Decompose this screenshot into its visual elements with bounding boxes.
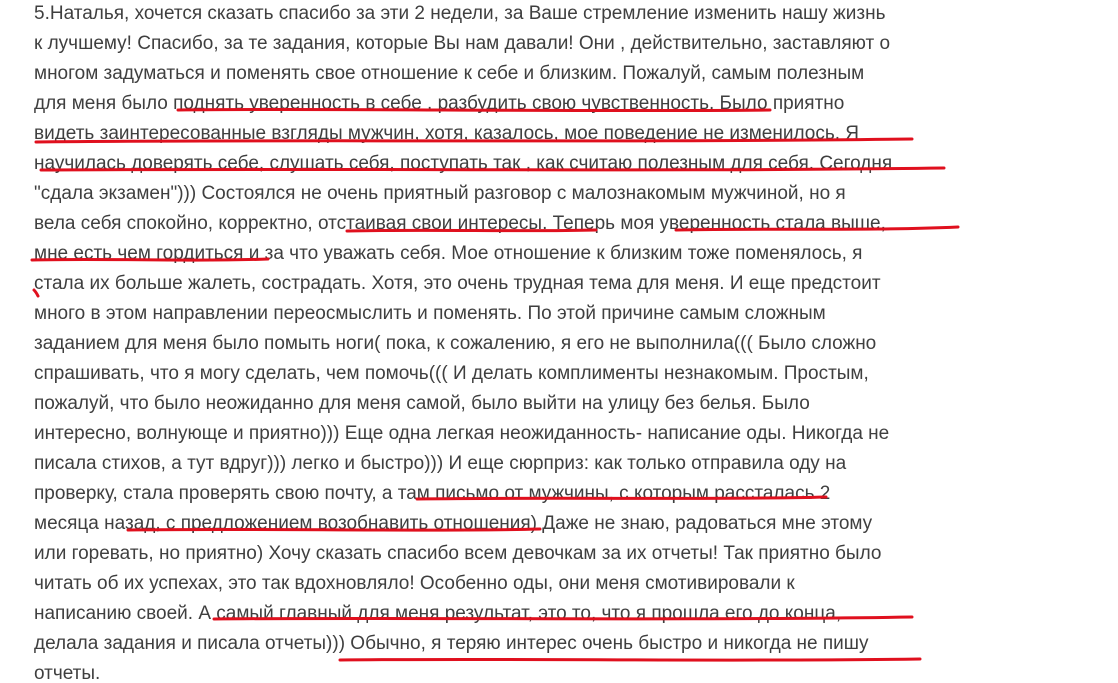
text-line: многом задуматься и поменять свое отношение к себе и близким. Пожалуй, самым полезным xyxy=(34,63,865,84)
text-line: написанию своей. А самый главный для меня результат, это то, что я прошла его до конца, xyxy=(34,603,842,624)
text-line: месяца назад, с предложением возобнавить отношения) Даже не знаю, радоваться мне этому xyxy=(34,513,873,534)
text-line: для меня было поднять уверенность в себе , разбудить свою чувственность. Было приятно xyxy=(34,93,845,114)
text-line: мне есть чем гордиться и за что уважать себя. Мое отношение к близким тоже поменялось, я xyxy=(34,243,863,264)
text-line: заданием для меня было помыть ноги( пока, к сожалению, я его не выполнила((( Было сложно xyxy=(34,333,877,354)
testimonial-text xyxy=(34,0,1094,683)
text-line: делала задания и писала отчеты))) Обычно, я теряю интерес очень быстро и никогда не пишу xyxy=(34,633,869,654)
text-line: отчеты. xyxy=(34,663,101,683)
text-line: пожалуй, что было неожиданно для меня самой, было выйти на улицу без белья. Было xyxy=(34,393,810,414)
text-line: читать об их успехах, это так вдохновляло! Особенно оды, они меня смотивировали к xyxy=(34,573,795,594)
text-line: писала стихов, а тут вдруг))) легко и быстро))) И еще сюрприз: как только отправила оду на xyxy=(34,453,847,474)
text-line: вела себя спокойно, корректно, отстаивая свои интересы. Теперь моя уверенность стала выше, xyxy=(34,213,886,234)
text-line: "сдала экзамен"))) Состоялся не очень приятный разговор с малознакомым мужчиной, но я xyxy=(34,183,846,204)
text-line: видеть заинтересованные взгляды мужчин, хотя, казалось, мое поведение не изменилось. Я xyxy=(34,123,860,144)
text-line: стала их больше жалеть, сострадать. Хотя, это очень трудная тема для меня. И еще предстоит xyxy=(34,273,881,294)
text-line: много в этом направлении переосмыслить и поменять. По этой причине самым сложным xyxy=(34,303,826,324)
text-line: спрашивать, что я могу сделать, чем помочь((( И делать комплименты незнакомым. Простым, xyxy=(34,363,869,384)
text-line: проверку, стала проверять свою почту, а там письмо от мужчины, с которым рассталась 2 xyxy=(34,483,831,504)
text-line: или горевать, но приятно) Хочу сказать спасибо всем девочкам за их отчеты! Так приятно было xyxy=(34,543,882,564)
text-line: 5.Наталья, хочется сказать спасибо за эти 2 недели, за Ваше стремление изменить нашу жизнь xyxy=(34,3,886,24)
text-line: к лучшему! Спасибо, за те задания, которые Вы нам давали! Они , действительно, заставляют о xyxy=(34,33,891,54)
text-line: научилась доверять себе, слушать себя, поступать так , как считаю полезным для себя. Сегодня xyxy=(34,153,893,174)
text-line: интересно, волнующе и приятно))) Еще одна легкая неожиданность- написание оды. Никогда не xyxy=(34,423,890,444)
